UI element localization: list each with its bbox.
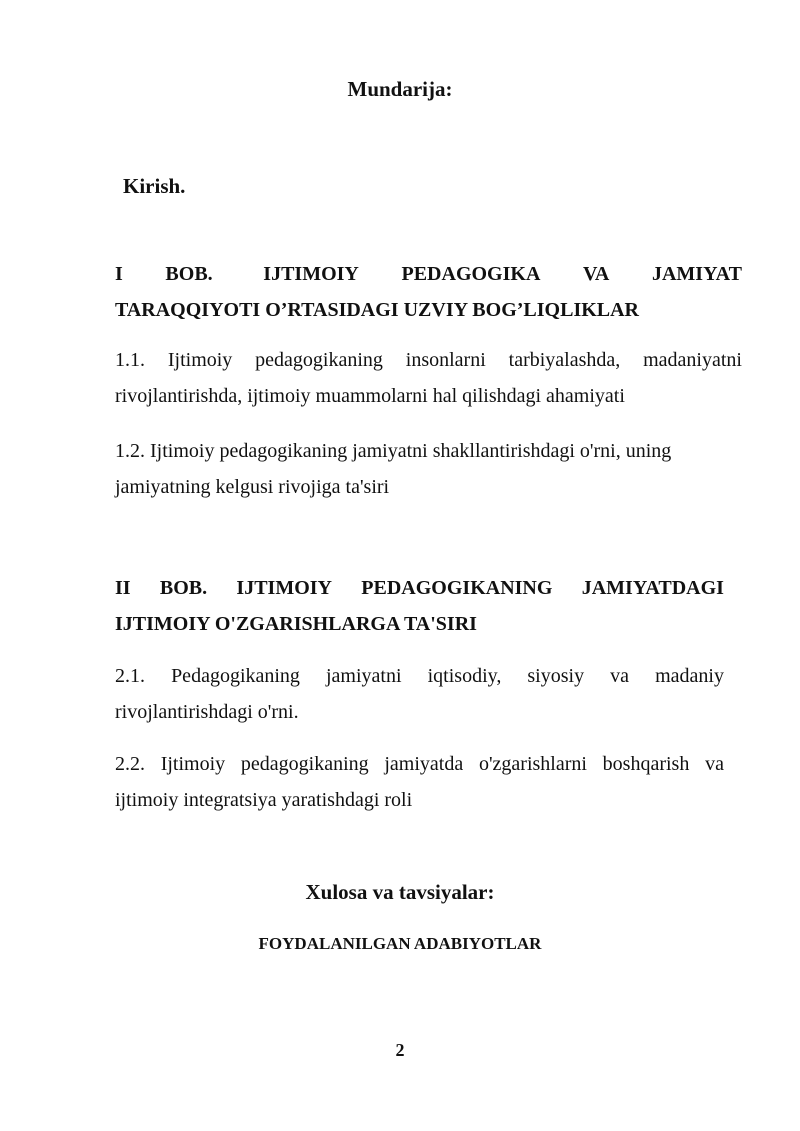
section-word: o'zgarishlarni (478, 753, 587, 775)
chapter-2-word: II (115, 577, 131, 599)
section-2-2-line-1 (115, 746, 724, 782)
section-word: boshqarish (602, 753, 690, 775)
section-2-1-line-1 (115, 658, 724, 694)
chapter-1-word: JAMIYAT (651, 263, 742, 285)
toc-chapter-1 (115, 256, 742, 328)
section-word: Ijtimoiy (167, 349, 233, 371)
chapter-2-word: IJTIMOIY (236, 577, 332, 599)
chapter-1-word: I (115, 263, 123, 285)
section-word: tarbiyalashda, (508, 349, 621, 371)
section-1-2-line-1: 1.2. Ijtimoiy pedagogikaning jamiyatni shakllantirishdagi o'rni, uning (115, 440, 672, 462)
section-1-1-line-1 (115, 342, 742, 378)
toc-section-1-2 (115, 433, 742, 505)
section-1-1-line-2: rivojlantirishda, ijtimoiy muammolarni hal qilishdagi ahamiyati (115, 385, 625, 407)
chapter-2-word: JAMIYATDAGI (581, 577, 724, 599)
section-word: madaniyatni (643, 349, 742, 371)
section-1-2-line-2: jamiyatning kelgusi rivojiga ta'siri (115, 476, 390, 498)
toc-section-2-2 (115, 746, 724, 818)
chapter-1-line-1 (115, 256, 742, 292)
toc-chapter-2 (115, 570, 724, 642)
section-2-1-line-2: rivojlantirishdagi o'rni. (115, 701, 299, 723)
page-number: 2 (395, 1040, 405, 1060)
section-word: jamiyatda (384, 753, 464, 775)
section-word: Pedagogikaning (171, 665, 300, 687)
toc-references: FOYDALANILGAN ADABIYOTLAR (258, 934, 542, 953)
chapter-1-word: PEDAGOGIKA (401, 263, 541, 285)
chapter-1-line-2: TARAQQIYOTI O’RTASIDAGI UZVIY BOG’LIQLIKLAR (115, 299, 640, 321)
chapter-1-word: VA (583, 263, 610, 285)
section-word: pedagogikaning (255, 349, 383, 371)
chapter-2-word: PEDAGOGIKANING (361, 577, 553, 599)
section-word: jamiyatni (326, 665, 402, 687)
toc-section-1-1 (115, 342, 742, 414)
section-2-2-line-2: ijtimoiy integratsiya yaratishdagi roli (115, 789, 413, 811)
toc-section-2-1 (115, 658, 724, 730)
section-word: iqtisodiy, (427, 665, 502, 687)
chapter-2-word: BOB. (159, 577, 208, 599)
chapter-1-word: BOB. (165, 263, 213, 285)
toc-intro: Kirish. (123, 174, 186, 198)
section-word: pedagogikaning (240, 753, 369, 775)
section-word: madaniy (655, 665, 724, 687)
chapter-2-line-1 (115, 570, 724, 606)
section-word: Ijtimoiy (160, 753, 226, 775)
section-word: siyosiy (527, 665, 585, 687)
chapter-2-line-2: IJTIMOIY O'ZGARISHLARGA TA'SIRI (115, 613, 477, 635)
section-word: va (610, 665, 630, 687)
section-number: 1.1. (115, 349, 145, 371)
section-word: insonlarni (405, 349, 486, 371)
section-word: va (705, 753, 724, 775)
section-number: 2.1. (115, 665, 145, 687)
section-number: 2.2. (115, 753, 145, 775)
page-title: Mundarija: (347, 77, 453, 101)
chapter-1-word: IJTIMOIY (263, 263, 359, 285)
toc-conclusion: Xulosa va tavsiyalar: (305, 880, 495, 904)
